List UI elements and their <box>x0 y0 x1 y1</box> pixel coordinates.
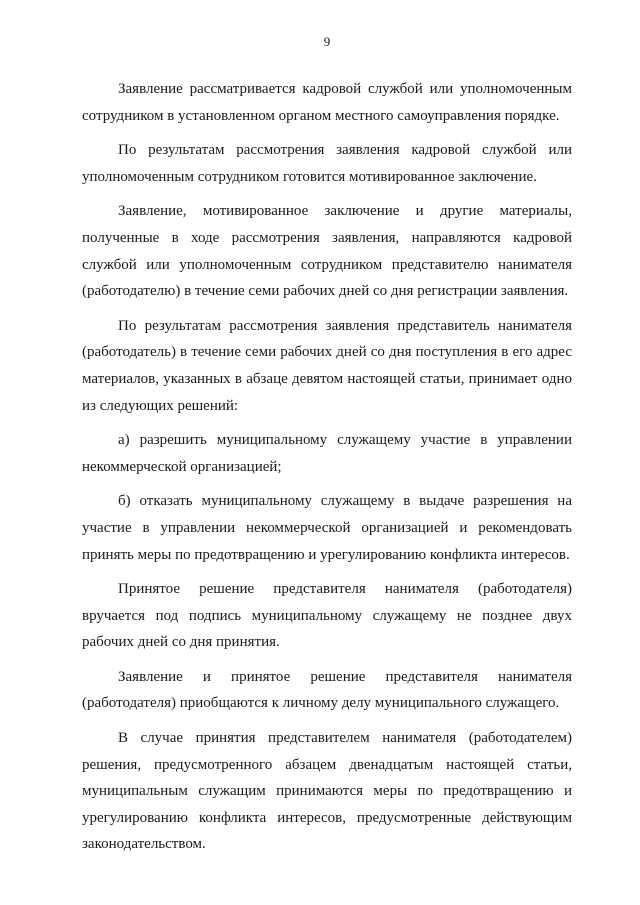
paragraph-employer-decision: По результатам рассмотрения заявления представитель нанимателя (работодатель) в течение семи рабочих дней со дня поступления в его адрес материалов, указанных в абзаце девятом настоящей статьи, принимает одно из следующих решений: <box>82 317 572 414</box>
paragraph-decision-refuse: б) отказать муниципальному служащему в выдаче разрешения на участие в управлении некоммерческой организацией и рекомендовать принять меры по предотвращению и урегулированию конфликта интересов. <box>82 493 572 563</box>
paragraph-motivated-conclusion: По результатам рассмотрения заявления кадровой службой или уполномоченным сотрудником готовится мотивированное заключение. <box>82 142 572 185</box>
paragraph-decision-delivery: Принятое решение представителя нанимателя (работодателя) вручается под подпись муниципальному служащему не позднее двух рабочих дней со дня принятия. <box>82 581 572 651</box>
paragraph-conflict-measures: В случае принятия представителем нанимателя (работодателем) решения, предусмотренного абзацем двенадцатым настоящей статьи, муниципальным служащим принимаются меры по предотвращению и урегулированию конфликта интересов, предусмотренные действующим законодательством. <box>82 730 572 853</box>
body-text <box>82 76 572 858</box>
paragraph-review-procedure: Заявление рассматривается кадровой службой или уполномоченным сотрудником в установленном органом местного самоуправления порядке. <box>82 81 572 124</box>
paragraph-decision-permit: а) разрешить муниципальному служащему участие в управлении некоммерческой организацией; <box>82 432 572 475</box>
paragraph-materials-sent: Заявление, мотивированное заключение и другие материалы, полученные в ходе рассмотрения заявления, направляются кадровой службой или уполномоченным сотрудником представителю нанимателя (работодателю) в течение семи рабочих дней со дня регистрации заявления. <box>82 203 572 300</box>
page-number: 9 <box>323 34 331 49</box>
paragraph-personal-file: Заявление и принятое решение представителя нанимателя (работодателя) приобщаются к личному делу муниципального служащего. <box>82 668 572 712</box>
